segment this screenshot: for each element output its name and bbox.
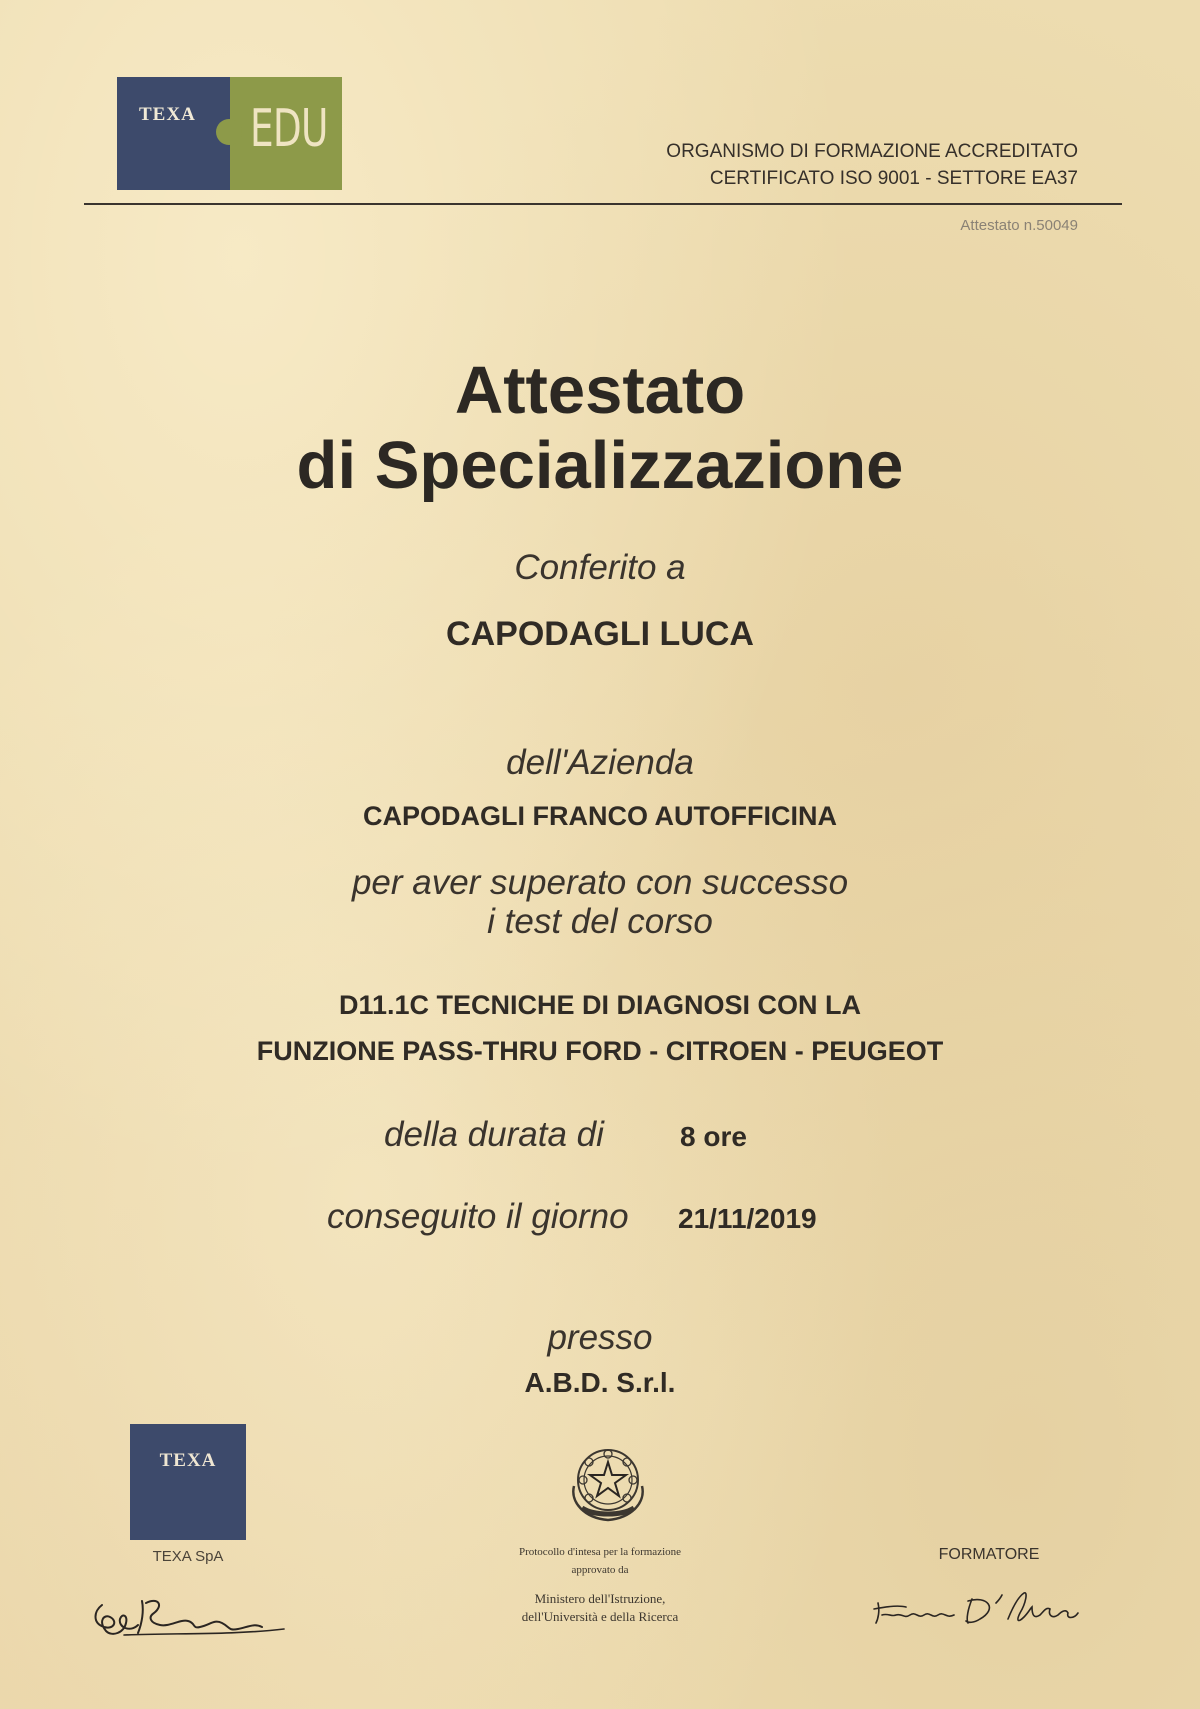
organization-line-2: CERTIFICATO ISO 9001 - SETTORE EA37 <box>709 168 1078 189</box>
certificate-number: Attestato n.50049 <box>960 217 1078 234</box>
duration-label: della durata di <box>384 1115 604 1154</box>
header-divider <box>84 203 1122 205</box>
company-name: CAPODAGLI FRANCO AUTOFFICINA <box>363 801 837 831</box>
certificate-title-line-1: Attestato <box>454 353 746 428</box>
location-value: A.B.D. S.r.l. <box>524 1367 676 1398</box>
course-title-line-2: FUNZIONE PASS-THRU FORD - CITROEN - PEUGEOT <box>256 1036 944 1066</box>
trainer-signature <box>868 1585 1098 1635</box>
company-label: dell'Azienda <box>506 743 694 782</box>
ministry-line-2: dell'Università e della Ricerca <box>521 1609 679 1624</box>
logo-notch <box>216 119 242 145</box>
logo-edu-text: EDU <box>250 99 328 159</box>
issuer-name: TEXA SpA <box>152 1548 224 1565</box>
protocol-line-1: Protocollo d'intesa per la formazione <box>518 1546 682 1558</box>
protocol-line-2: approvato da <box>571 1564 629 1576</box>
course-title-line-1: D11.1C TECNICHE DI DIAGNOSI CON LA <box>338 990 862 1020</box>
republic-emblem <box>560 1432 656 1528</box>
recipient-name: CAPODAGLI LUCA <box>446 615 754 653</box>
conferred-label: Conferito a <box>514 548 686 587</box>
trainer-label: FORMATORE <box>938 1546 1040 1563</box>
location-label: presso <box>547 1318 653 1357</box>
texa-edu-logo <box>117 77 342 190</box>
logo-edu-block <box>230 77 342 190</box>
date-value: 21/11/2019 <box>678 1203 817 1234</box>
duration-value: 8 ore <box>680 1121 747 1152</box>
certificate-title-line-2: di Specializzazione <box>296 428 904 503</box>
date-label: conseguito il giorno <box>327 1197 629 1236</box>
texa-logo <box>130 1424 246 1540</box>
logo-texa-text: TEXA <box>139 104 196 125</box>
reason-line-2: i test del corso <box>487 902 713 941</box>
texa-logo-text: TEXA <box>159 1450 217 1471</box>
organization-line-1: ORGANISMO DI FORMAZIONE ACCREDITATO <box>666 141 1078 162</box>
logo-texa-block <box>117 77 230 190</box>
ministry-line-1: Ministero dell'Istruzione, <box>534 1591 666 1606</box>
reason-line-1: per aver superato con successo <box>351 863 849 902</box>
